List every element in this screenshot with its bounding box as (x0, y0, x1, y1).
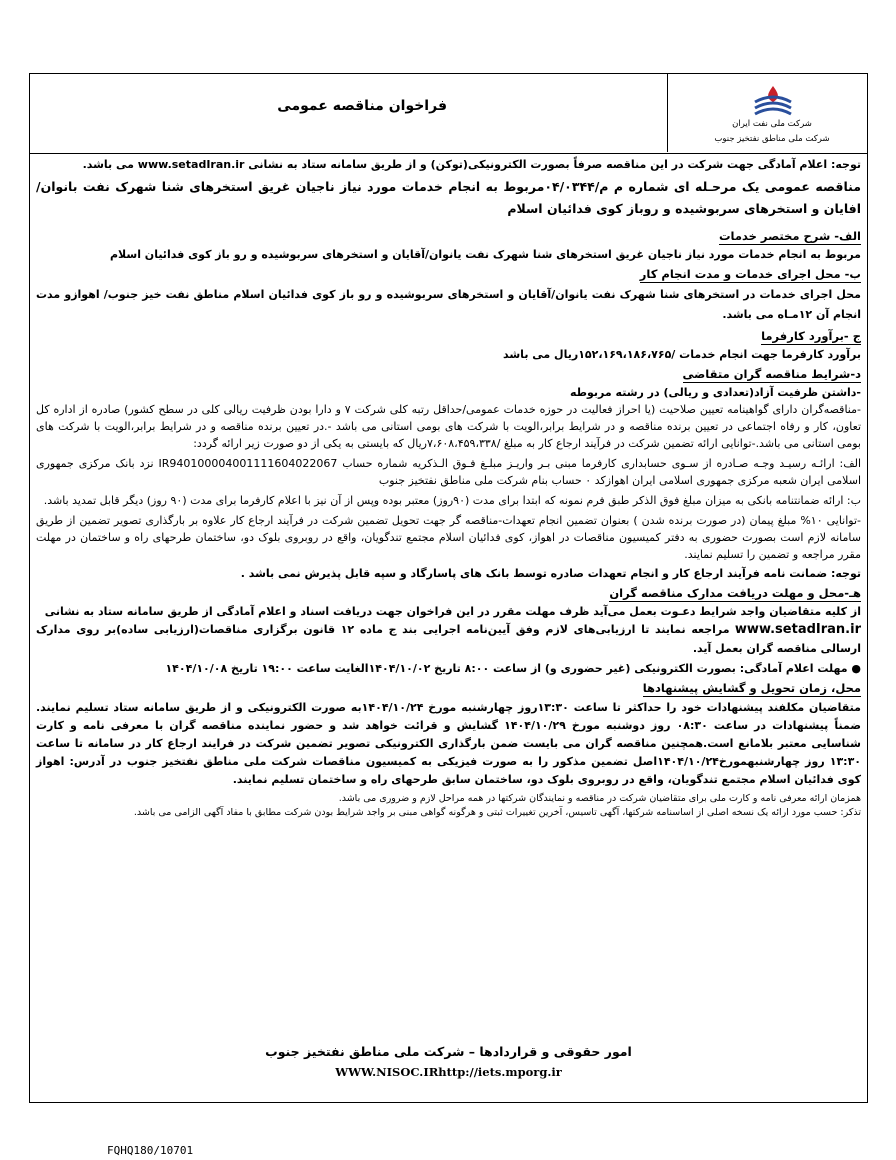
section-d-option-b: ب: ارائه ضمانتنامه بانکی به میزان مبلغ فوق الذکر طبق فرم نمونه که ابتدا برای مدت (۹۰روز) معتبر بوده وپس از آن نیز با اعلام کارفرما برای مدت (۹۰ روز) دیگر قابل تمدید باشد. (43, 494, 861, 507)
setad-link[interactable]: www.setadIran.ir (734, 622, 861, 637)
header (30, 74, 867, 154)
section-a-heading: الف- شرح مختصر خدمات (718, 229, 861, 243)
nioc-logo-icon (751, 84, 795, 116)
note-banks: توجه: ضمانت نامه فرآیند ارجاع کار و انجام تعهدات صادره توسط بانک های پاسارگاد و سپه قابل پذیرش نمی باشد . (240, 567, 861, 580)
footer (30, 1044, 867, 1079)
footer-websites[interactable]: WWW.NISOC.IRhttp://iets.mporg.ir (335, 1065, 562, 1079)
footer-department: امور حقوقی و قراردادها – شرکت ملی مناطق نفتخیز جنوب (265, 1044, 632, 1059)
notice-body (36, 157, 861, 820)
page-title: فراخوان مناقصه عمومی (277, 98, 447, 114)
document-code: FQHQ180/10701 (107, 1144, 194, 1157)
company-name: شرکت ملی نفت ایران (732, 119, 812, 129)
section-d-capacity: -داشتن ظرفیت آزاد(تعدادی و ریالی) در رشته مربوطه (570, 386, 861, 399)
section-e-text-2: مراجعه نمایند تا ارزیابی‌های لازم وفق آیین‌نامه اجرایی بند ج ماده ۱۲ قانون برگزاری مناقصات(ارزیابی ساده)بر روی مدارک ارسالی مناقصه گران بعمل آید. (36, 623, 861, 655)
section-e-paragraph (36, 620, 861, 658)
section-e-text-1: از کلیه متقاضیان واجد شرایط دعـوت بعمل می‌آید ظرف مهلت مقرر در این فراخوان جهت دریافت اسناد و اعلام آمادگی از طریق سامانه ستاد به نشانی (44, 605, 861, 618)
subsidiary-name: شرکت ملی مناطق نفتخیز جنوب (714, 134, 830, 144)
notice-frame (29, 73, 868, 1103)
note-documents: تذکر: حسب مورد ارائه یک نسخه اصلی از اساسنامه شرکتها، آگهی تاسیس، آخرین تغییرات ثبتی و هرگونه گواهی مبنی بر واجد شرایط بودن شرکت مطابق با مفاد آگهی الزامی می باشد. (133, 807, 861, 818)
section-b-text: محل اجرای خدمات در استخرهای شنا شهرک نفت یانوان/آقایان و استخرهای سربوشیده و رو باز کوی فدائیان اسلام مناطق نفت خیز جنوب/ اهوازو مدت انجام آن ۱۲مـاه می باشد. (36, 288, 861, 321)
section-c-text: برآورد کارفرما جهت انجام خدمات /۱۵۲،۱۶۹،۱۸۶،۷۶۵ریال می باشد (503, 348, 861, 361)
tender-intro: مناقصه عمومی یک مرحـله ای شماره م م/۰۴/۰۳۴۴مربوط به انجام خدمات مورد نیاز ناجیان غریق استخرهای شنا شهرک نفت بانوان/ افایان و استخرهای سربوشیده و روباز کوی فدائیان اسلام (36, 179, 861, 216)
section-d-option-a: الف: ارائـه رسیـد وجـه صـادره از سـوی حسابداری کارفرما مبنی بـر واریـز مبلـغ فـوق الـذکریه شماره حساب IR940100004001111604022067 نزد بانک مرکزی جمهوری اسلامی ایران شعبه مرکزی جمهوری اسلامی ایران اهوازکد ۰ حساب بنام شرکت ملی مناطق نفتخیز جنوب (36, 457, 861, 487)
section-a-text: مربوط به انجام خدمات مورد نیاز ناجیان غریق استخرهای شنا شهرک نفت یانوان/آقایان و استخرهای سربوشیده و رو باز کوی فدائیان اسلام (109, 248, 861, 261)
section-f-heading: محل، زمان تحویل و گشایش پیشنهادها (642, 681, 861, 695)
section-c-heading: ج -برآورد کارفرما (761, 329, 861, 343)
section-d-guarantee: -توانایی ۱۰% مبلغ پیمان (در صورت برنده شدن ) بعنوان تضمین انجام تعهدات-مناقصه گر جهت تحویل تضمین شرکت در فرآیند ارجاع کار علاوه بر بارگذاری تصویر تضمین از طریق سامانه لازم است بصورت حضوری به دفتر کمیسیون مناقصات در اهواز، کوی فدائیان اسلام مجتمع تندگویان، واقع در روبروی بلوک دو، ساختمان طرحهای راه و ساختمان در مهلت مقرر مراجعه و تضمین را تسلیم نمایند. (36, 514, 861, 561)
section-e-deadline: ● مهلت اعلام آمادگی: بصورت الکترونیکی (غیر حضوری و) از ساعت ۸:۰۰ تاریخ ۱۴۰۴/۱۰/۰۲الغایت ساعت ۱۹:۰۰ تاریخ ۱۴۰۴/۱۰/۰۸ (165, 662, 861, 675)
section-e-heading: هـ-محل و مهلت دریافت مدارک مناقصه گران (609, 586, 861, 600)
notice-intro: توجه: اعلام آمادگی جهت شرکت در این مناقصه صرفاً بصورت الکترونیکی(توکن) و از طریق سامانه ستاد به نشانی www.setadIran.ir می باشد. (82, 158, 861, 171)
section-d-qualification: -مناقصه‌گران دارای گواهینامه تعیین صلاحیت (یا احراز فعالیت در حوزه خدمات عمومی/حداقل رتبه کلی شرکت ۷ و دارا بودن ظرفیت ریالی کلی در سطح کشور) صادره از اداره کل تعاون، کار و رفاه اجتماعی در تعیین برنده مناقصه و در شرایط برابر،الویت با شرکت های بومی استانی می باشد -.در تعیین برنده مناقصه و در شرایط برابر،الویت با شرکت های بومی استانی می باشد.-توانایی ارائه تضمین شرکت در فرآیند ارجاع کار به مبلغ /۷،۶۰۸،۴۵۹،۳۳۸ریال که بایستی به یکی از دو صورت زیر ارائه گردد: (36, 403, 861, 450)
section-d-heading: د-شرایط مناقصه گران متقاضی (682, 367, 861, 381)
section-f-text: متقاضیان مکلفند پیشنهادات خود را حداکثر تا ساعت ۱۳:۳۰روز چهارشنبه مورخ ۱۴۰۴/۱۰/۲۴به صورت الکترونیکی و از طریق سامانه ستاد تسلیم نمایند. ضمناً پیشنهادات در ساعت ۰۸:۳۰ روز دوشنبه مورخ ۱۴۰۴/۱۰/۲۹ گشایش و قرائت خواهد شد و حضور نماینده مناقصه گران با معرفی نامه و کارت شناسایی معتبر بلامانع است.همچنین مناقصه گران می بایست ضمن بارگذاری الکترونیکی تصویر تضمین شرکت در فرایند ارجاع کار در سامانه تا ساعت ۱۳:۳۰ روز چهارشنبهمورخ۱۴۰۴/۱۰/۲۴اصل تضمین مذکور را به صورت فیزیکی به کمیسیون مناقصات شرکت ملی مناطق نفتخیز جنوب در آدرس: اهواز کوی فدائیان اسلام مجتمع تندگویان، واقع در روبروی بلوک دو، ساختمان سابق طرحهای راه و ساختمان تسلیم نمایند. (36, 701, 862, 786)
logo-box (667, 74, 867, 152)
note-identification: همزمان ارائه معرفی نامه و کارت ملی برای متقاضیان شرکت در مناقصه و نمایندگان شرکتها در همه مراحل لازم و ضروری می باشد. (338, 793, 861, 804)
section-b-heading: ب- محل اجرای خدمات و مدت انجام کار (639, 267, 861, 281)
